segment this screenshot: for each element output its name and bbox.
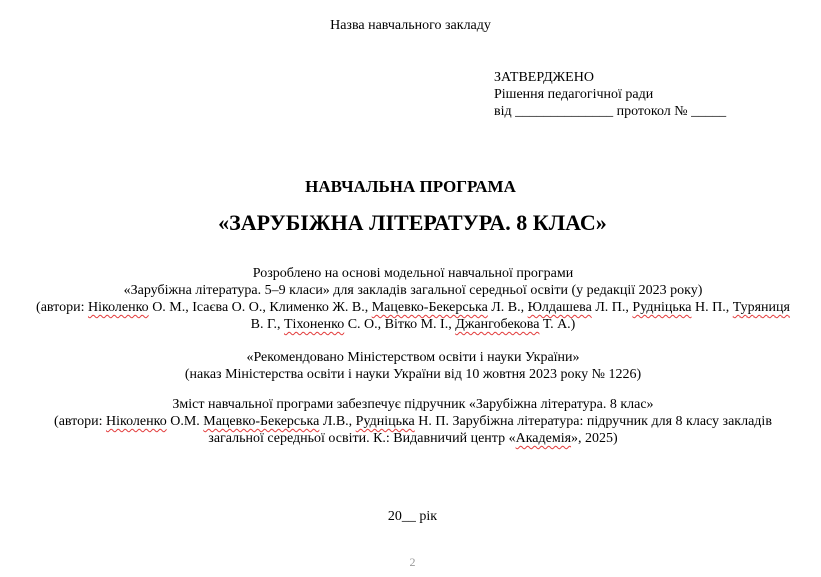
institution-name: Назва навчального закладу [330,18,491,33]
text-fragment: О. М., Ісаєва О. О., Клименко Ж. В., [148,300,372,315]
developed-authors-line-1 [28,299,798,316]
developed-block [28,265,798,333]
text-fragment: С. О., Вітко М. І., [344,317,456,332]
text-fragment: », 2025) [571,431,618,446]
developed-line-2: «Зарубіжна література. 5–9 класи» для закладів загальної середньої освіти (у редакції 2023 року) [123,283,703,298]
text-fragment: Н. П., [691,300,733,315]
approval-date-protocol: від ______________ протокол № _____ [494,104,727,119]
approval-body: Рішення педагогічної ради [494,87,654,102]
author-name: Джангобекова [455,317,540,332]
author-name: Мацевко-Бекерська [371,300,488,315]
recommended-block [28,349,798,383]
author-name: Рудніцька [355,414,415,429]
text-fragment: (автори: [36,300,88,315]
approval-block [494,69,726,120]
author-name: Ніколенко [87,300,149,315]
text-fragment: О.М. [166,414,204,429]
author-name: Рудніцька [632,300,692,315]
author-name: Ніколенко [106,414,167,429]
text-fragment: (автори: [54,414,106,429]
text-fragment: загальної середньої освіти. К.: Видавничий центр « [208,431,516,446]
text-fragment: В. Г., [250,317,284,332]
text-fragment: Л. П., [591,300,633,315]
textbook-block [28,396,798,447]
author-name: Юлдашева [527,300,592,315]
year-line: 20__ рік [387,509,438,524]
recommended-line-2: (наказ Міністерства освіти і науки України від 10 жовтня 2023 року № 1226) [184,367,642,382]
author-name: Мацевко-Бекерська [203,414,320,429]
approval-stamp: ЗАТВЕРДЖЕНО [494,70,594,85]
text-fragment: Т. А.) [539,317,576,332]
textbook-publisher-line [28,430,798,447]
program-title: НАВЧАЛЬНА ПРОГРАМА [305,177,516,196]
author-name: Туряниця [732,300,790,315]
text-fragment: Л. В., [487,300,528,315]
course-title: «ЗАРУБІЖНА ЛІТЕРАТУРА. 8 КЛАС» [218,210,607,235]
publisher-name: Академія [515,431,572,446]
recommended-line-1: «Рекомендовано Міністерством освіти і науки України» [246,350,580,365]
text-fragment: Н. П. Зарубіжна література: підручник для 8 класу закладів [414,414,772,429]
page-number: 2 [409,555,416,569]
developed-authors-line-2 [28,316,798,333]
text-fragment: Л.В., [319,414,356,429]
textbook-authors-line [28,413,798,430]
developed-line-1: Розроблено на основі модельної навчальної програми [252,266,574,281]
textbook-line-1: Зміст навчальної програми забезпечує підручник «Зарубіжна література. 8 клас» [172,397,654,412]
author-name: Тіхоненко [284,317,345,332]
